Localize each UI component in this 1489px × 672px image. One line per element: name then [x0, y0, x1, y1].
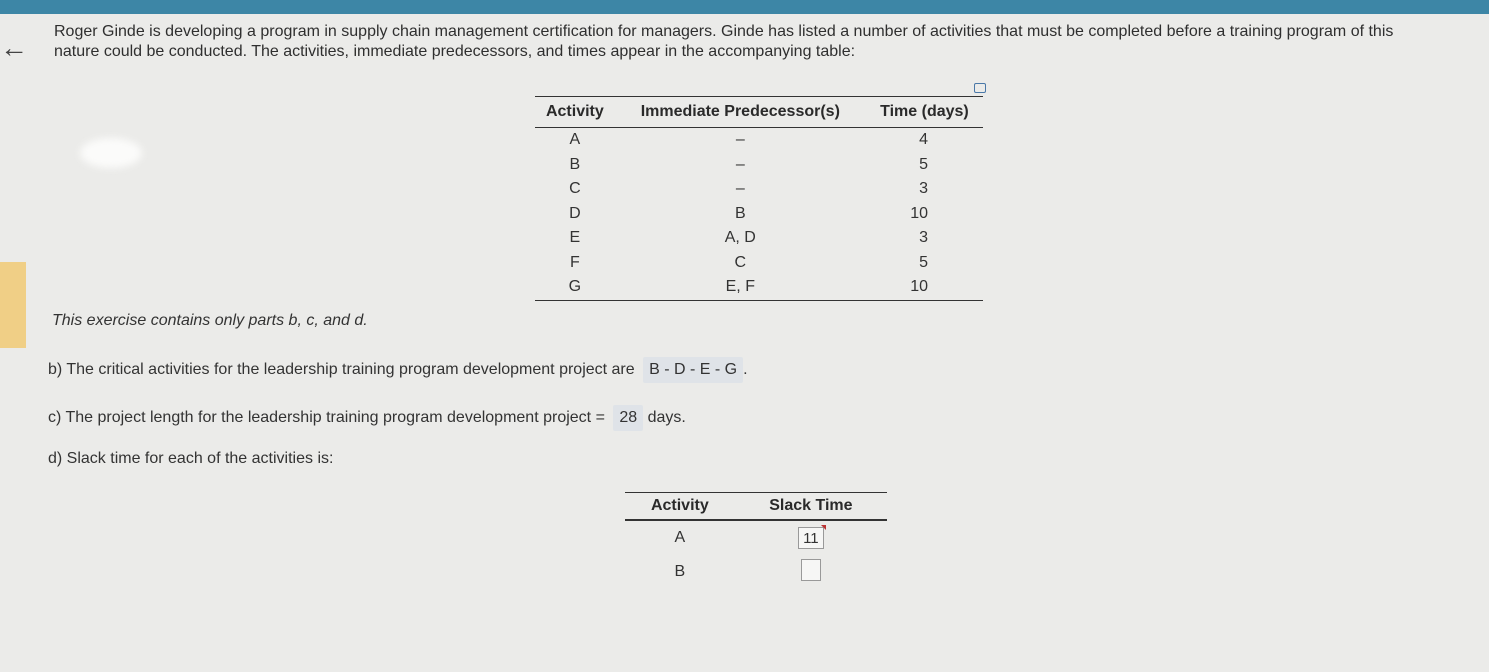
time-cell: 10: [910, 278, 928, 296]
part-c-text: c) The project length for the leadership training program development project =: [48, 409, 605, 426]
table-row: [625, 555, 887, 589]
activity-cell: E: [569, 229, 581, 247]
back-arrow-icon[interactable]: ←: [0, 32, 28, 63]
part-b-suffix: .: [743, 361, 748, 378]
header-predecessors: Immediate Predecessor(s): [615, 97, 866, 128]
slack-cell: [735, 520, 887, 555]
time-cell: 5: [919, 155, 928, 173]
table-row: [535, 128, 983, 153]
table-row: [535, 202, 983, 227]
side-tab[interactable]: [0, 262, 26, 348]
activity-cell: A: [569, 131, 581, 149]
time-cell: 3: [919, 229, 928, 247]
predecessor-cell: C: [734, 253, 747, 271]
slack-input-a[interactable]: [798, 527, 824, 549]
predecessor-cell: E, F: [725, 278, 755, 296]
header-activity: Activity: [535, 97, 615, 128]
time-cell: 3: [919, 180, 928, 198]
part-d-question: [48, 450, 333, 468]
predecessor-cell: –: [735, 180, 745, 198]
table-row: [625, 520, 887, 555]
top-bar: [0, 0, 1489, 14]
time-cell: 4: [919, 131, 928, 149]
problem-intro: Roger Ginde is developing a program in supply chain management certification for managers. Ginde has listed a number of activities that must be completed before a training program of this nature could be conducted. The activities, immediate predecessors, and times appear in the accompanying table:: [54, 23, 1394, 60]
table-row: [535, 275, 983, 300]
slack-value-a: 11: [803, 530, 819, 547]
part-c-question: [48, 405, 686, 431]
predecessor-cell: A, D: [724, 229, 756, 247]
part-b-text: b) The critical activities for the leadership training program development project are: [48, 361, 635, 378]
slack-cell: [735, 555, 887, 589]
predecessor-cell: B: [734, 204, 746, 222]
activity-cell: A: [674, 529, 686, 546]
table-row: [535, 226, 983, 251]
copy-table-icon[interactable]: [974, 83, 986, 93]
header-activity: Activity: [625, 493, 735, 521]
part-c-suffix: days.: [647, 409, 686, 426]
part-b-question: [48, 357, 748, 383]
table-row: [535, 153, 983, 178]
part-d-text: d) Slack time for each of the activities is:: [48, 450, 334, 467]
time-cell: 5: [919, 253, 928, 271]
activity-cell: G: [568, 278, 582, 296]
activity-cell: F: [569, 253, 580, 271]
predecessor-cell: –: [735, 155, 745, 173]
activity-cell: B: [674, 563, 686, 580]
slack-input-b[interactable]: [801, 559, 821, 581]
part-c-answer[interactable]: 28: [613, 405, 643, 431]
part-b-answer[interactable]: B - D - E - G: [643, 357, 743, 383]
activity-cell: C: [569, 180, 581, 198]
table-row: [535, 251, 983, 276]
light-glare: [80, 138, 142, 168]
activity-cell: D: [569, 204, 581, 222]
exercise-note: This exercise contains only parts b, c, and d.: [52, 312, 368, 329]
header-slack-time: Slack Time: [735, 493, 887, 521]
table-row: [535, 177, 983, 202]
incorrect-flag-icon: [821, 525, 826, 530]
header-time: Time (days): [866, 97, 983, 128]
activity-table: [535, 96, 983, 301]
predecessor-cell: –: [735, 131, 745, 149]
activity-cell: B: [569, 155, 581, 173]
time-cell: 10: [910, 204, 928, 222]
slack-table: [625, 492, 887, 589]
